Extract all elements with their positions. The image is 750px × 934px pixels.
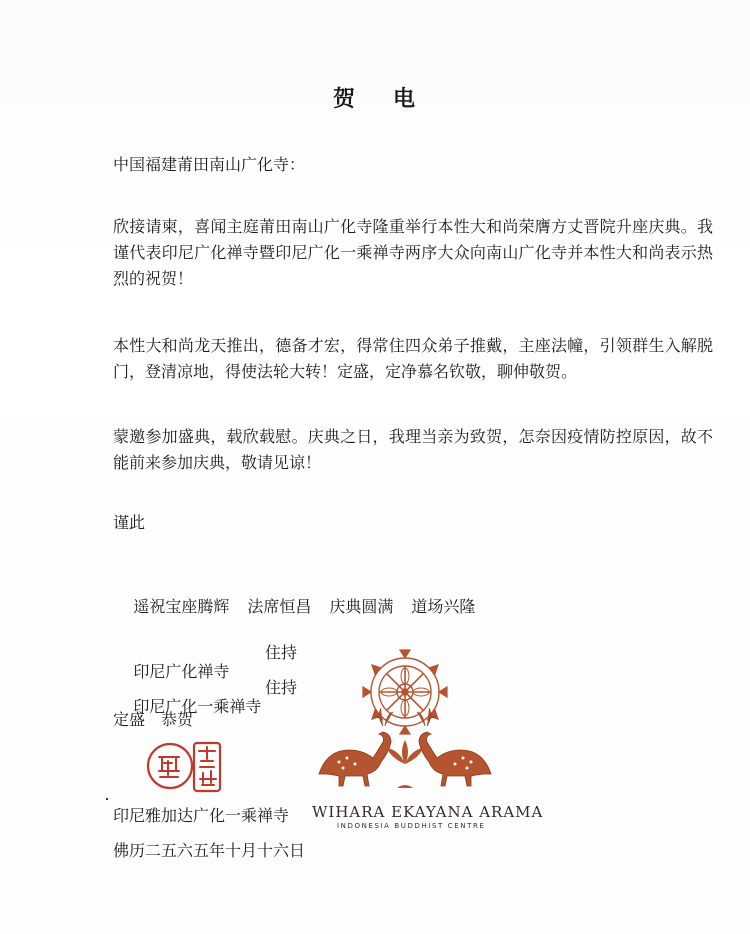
salutation: 中国福建莆田南山广化寺： <box>113 155 306 174</box>
wish-1: 遥祝宝座腾辉 <box>133 597 230 616</box>
seal-stamp <box>146 735 224 797</box>
wish-2: 法席恒昌 <box>247 597 312 616</box>
emblem-name: WIHARA EKAYANA ARAMA <box>312 803 544 821</box>
date-line: 佛历二五六五年十月十六日 <box>113 841 306 860</box>
wish-3: 庆典圆满 <box>329 597 394 616</box>
ink-dot <box>106 798 108 800</box>
dharma-wheel-deer-emblem <box>305 640 505 800</box>
document-title <box>0 82 750 113</box>
wish-4: 道场兴隆 <box>411 597 476 616</box>
paragraph-3: 蒙邀参加盛典，载欣载慰。庆典之日，我理当亲为致贺，怎奈因疫情防控原因，故不能前来参加庆典，敬请见谅！ <box>113 427 713 472</box>
signature-org: 印尼广化一乘禅寺 <box>133 697 262 716</box>
signature-role: 住持 <box>265 643 298 662</box>
signature-org: 印尼广化禅寺 <box>133 662 230 681</box>
emblem-subtitle: INDONESIA BUDDHIST CENTRE <box>337 822 486 830</box>
title-char-2: 电 <box>393 86 418 112</box>
paragraph-1: 欣接请柬，喜闻主庭莆田南山广化寺隆重举行本性大和尚荣膺方丈晋院升座庆典。我谨代表印尼广化禅寺暨印尼广化一乘禅寺两序大众向南山广化寺并本性大和尚表示热烈的祝贺！ <box>113 217 713 288</box>
paragraph-2: 本性大和尚龙天推出，德备才宏，得常住四众弟子推戴，主座法幢，引领群生入解脱门，登清凉地，得使法轮大转！定盛，定净慕名钦敬，聊伸敬贺。 <box>113 336 713 381</box>
closing-text: 谨此 <box>113 513 146 532</box>
signature-role: 住持 <box>265 678 298 697</box>
wishes-line <box>113 575 493 636</box>
sender-line: 定盛 恭贺 <box>113 710 194 729</box>
temple-name: 印尼雅加达广化一乘禅寺 <box>113 806 290 825</box>
title-char-1: 贺 <box>332 86 357 112</box>
